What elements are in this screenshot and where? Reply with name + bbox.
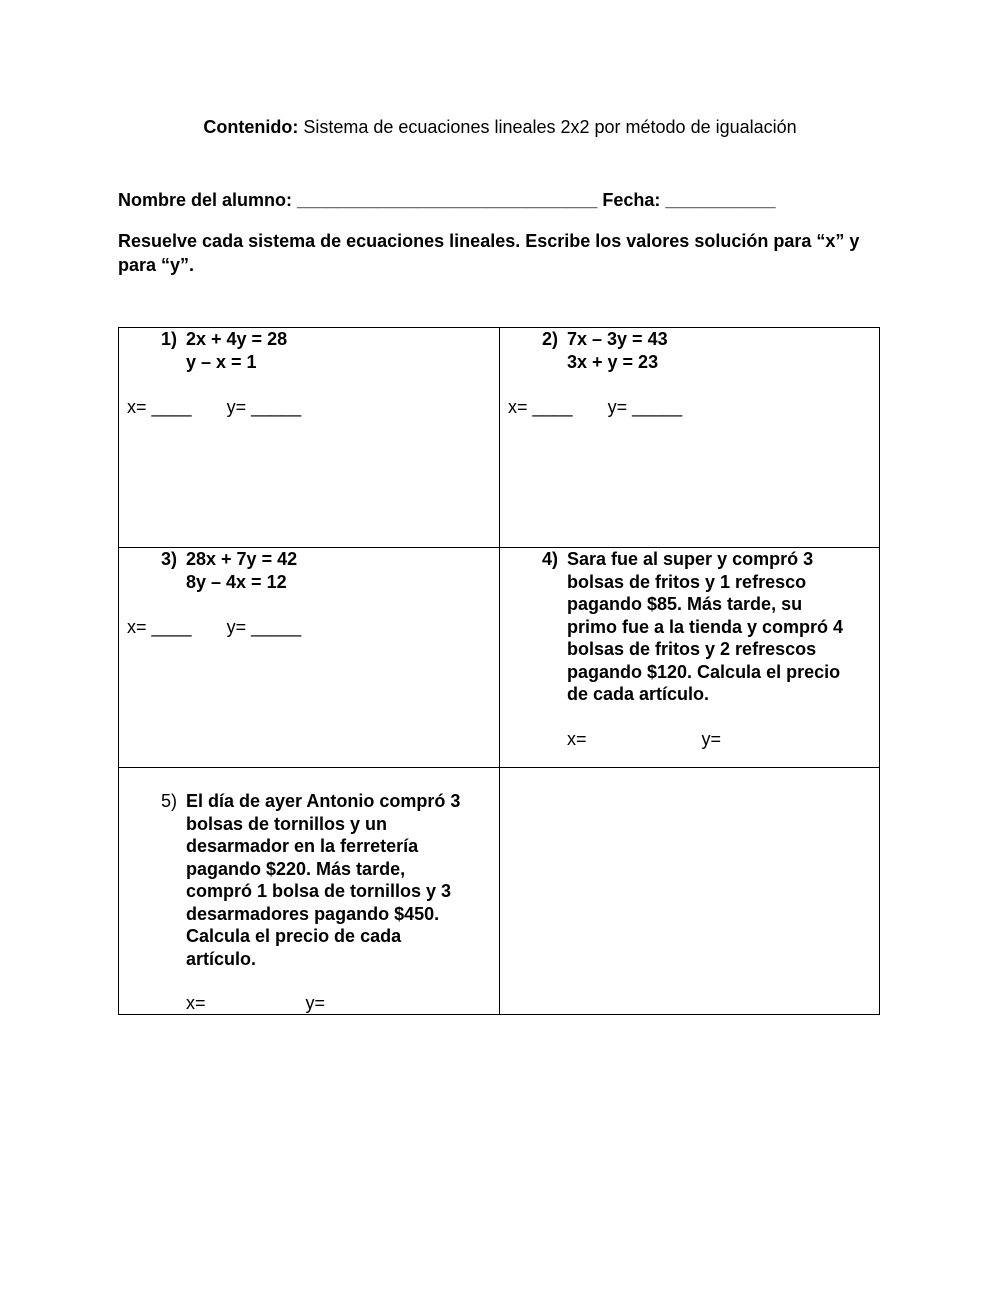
problem-equation: 2x + 4y = 28 — [186, 329, 288, 349]
problems-table — [118, 327, 880, 1015]
problem-equation: 28x + 7y = 42 — [186, 549, 298, 569]
student-name-date-line: Nombre del alumno: ______________________________ Fecha: ___________ — [118, 190, 776, 210]
problem-equation: 7x – 3y = 43 — [567, 329, 668, 349]
problem-number: 3) — [160, 549, 177, 569]
problem-text-line: artículo. — [186, 948, 257, 969]
problem-cell-5 — [119, 768, 499, 1014]
problem-text-line: bolsas de tornillos y un — [186, 813, 388, 834]
content-title — [0, 117, 1000, 138]
problem-text-line: pagando $220. Más tarde, — [186, 858, 406, 879]
answer-blanks: x= y= — [567, 729, 722, 749]
instructions: Resuelve cada sistema de ecuaciones lineales. Escribe los valores solución para “x” y para “y”. — [118, 231, 860, 275]
problem-cell-4 — [500, 548, 880, 767]
problem-text-line: bolsas de fritos y 2 refrescos — [567, 639, 817, 659]
problem-cell-1 — [119, 328, 499, 547]
answer-blanks: x= y= — [186, 993, 326, 1013]
problem-number: 2) — [541, 329, 558, 349]
problem-number: 5) — [160, 791, 177, 811]
problem-cell-3 — [119, 548, 499, 767]
problem-equation: y – x = 1 — [186, 351, 257, 372]
problem-number: 1) — [160, 329, 177, 349]
problem-text-line: compró 1 bolsa de tornillos y 3 — [186, 881, 452, 901]
problem-equation: 8y – 4x = 12 — [186, 571, 287, 592]
problem-number: 4) — [541, 549, 558, 569]
answer-blanks: x= ____ y= _____ — [127, 617, 302, 637]
content-text: Sistema de ecuaciones lineales 2x2 por método de igualación — [303, 117, 797, 137]
problem-text-line: Sara fue al super y compró 3 — [567, 549, 814, 569]
empty-cell — [500, 768, 880, 1014]
problem-text-line: desarmadores pagando $450. — [186, 903, 440, 924]
problem-text-line: de cada artículo. — [567, 684, 710, 704]
problem-text-line: pagando $85. Más tarde, su — [567, 594, 803, 614]
problem-text-line: primo fue a la tienda y compró 4 — [567, 616, 844, 637]
problem-text-line: pagando $120. Calcula el precio — [567, 661, 841, 682]
problem-text-line: bolsas de fritos y 1 refresco — [567, 571, 807, 592]
content-label: Contenido: — [203, 117, 299, 137]
problem-text-line: Calcula el precio de cada — [186, 926, 402, 946]
problem-cell-2 — [500, 328, 880, 547]
problem-equation: 3x + y = 23 — [567, 351, 659, 372]
answer-blanks: x= ____ y= _____ — [508, 397, 683, 417]
problem-text-line: El día de ayer Antonio compró 3 — [186, 791, 461, 811]
problem-text-line: desarmador en la ferretería — [186, 836, 419, 856]
answer-blanks: x= ____ y= _____ — [127, 397, 302, 417]
